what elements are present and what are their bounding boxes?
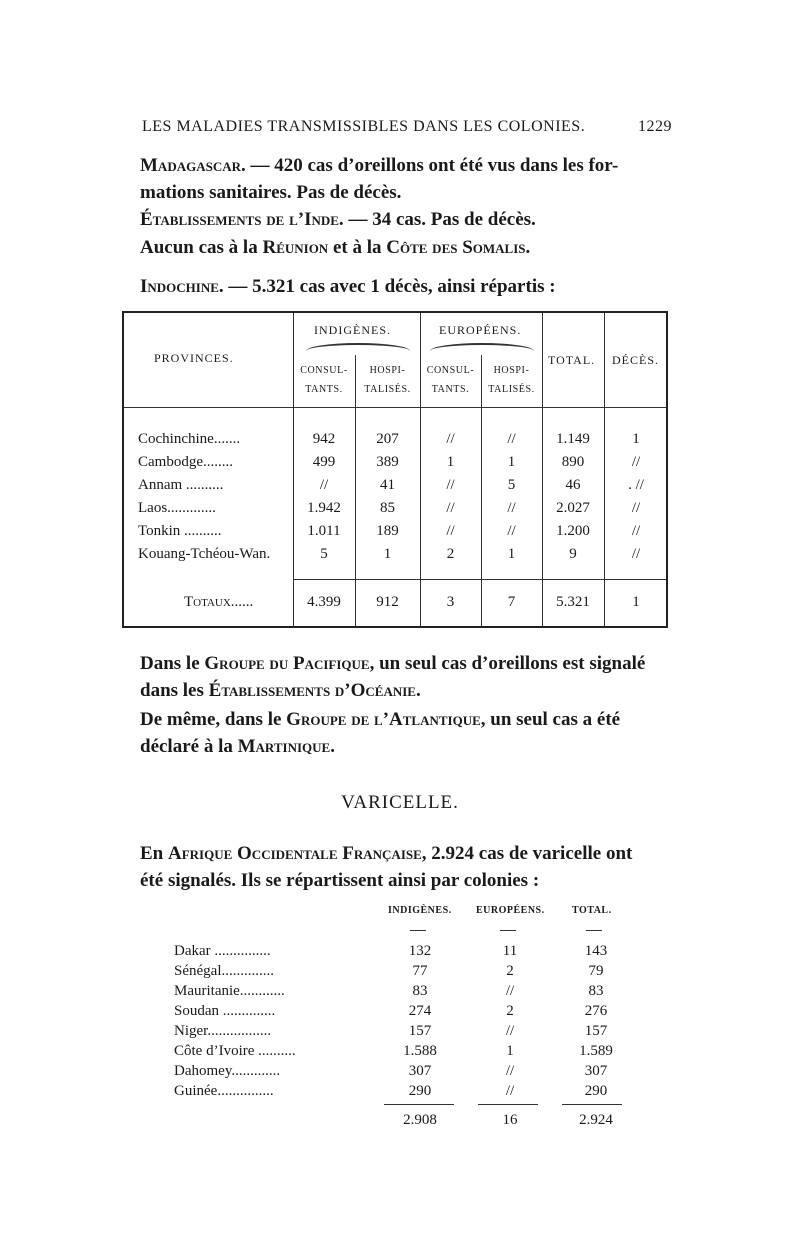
sum-rule xyxy=(384,1104,454,1105)
header-deces: DÉCÈS. xyxy=(612,353,660,367)
cell-indigenes: 307 xyxy=(408,1063,432,1079)
cell-total: 1.149 xyxy=(556,431,590,447)
cell-ind-consult: // xyxy=(319,477,329,493)
row-province: Annam .......... xyxy=(138,477,224,493)
row-colony: Mauritanie............ xyxy=(174,983,285,999)
section-title: VARICELLE. xyxy=(341,792,459,813)
cell-eur-consult: // xyxy=(446,500,455,516)
cell-europeens: 1 xyxy=(506,1043,514,1059)
aof-text-b: , 2.924 cas de varicelle ont xyxy=(421,843,633,864)
consult-label-1: CONSUL- xyxy=(426,365,475,376)
cell-total: 1.589 xyxy=(579,1043,613,1059)
totals-total: 2.924 xyxy=(579,1112,613,1128)
atlantique-text-b: , un seul cas a été xyxy=(480,709,621,730)
cell-indigenes: 83 xyxy=(412,983,428,999)
header-ind-hospit xyxy=(355,361,420,399)
header-ind-consult xyxy=(293,361,355,399)
cell-eur-consult: 1 xyxy=(446,454,455,470)
cell-deces: 1 xyxy=(632,431,640,447)
cell-ind-consult: 499 xyxy=(312,454,336,470)
reunion-text-a: Aucun cas à la xyxy=(140,237,263,258)
paragraph-inde xyxy=(140,206,673,233)
label-pacifique: Groupe du Pacifique xyxy=(204,653,370,674)
cell-eur-hospit: 5 xyxy=(507,477,516,493)
cell-europeens: // xyxy=(505,1083,515,1099)
cell-eur-hospit: 1 xyxy=(507,454,516,470)
martinique-text-a: déclaré à la xyxy=(140,736,238,757)
cell-deces: . // xyxy=(628,477,644,493)
cell-deces: // xyxy=(631,546,641,562)
consult-label-2: TANTS. xyxy=(431,384,470,395)
totals-indigenes: 2.908 xyxy=(403,1112,437,1128)
label-madagascar: Madagascar. xyxy=(140,155,246,176)
consult-label-1: CONSUL- xyxy=(300,365,348,376)
header-europeens: EUROPÉENS. xyxy=(476,905,545,916)
totals-eur-consult: 3 xyxy=(446,594,455,610)
cell-eur-hospit: 1 xyxy=(507,546,516,562)
cell-eur-hospit: // xyxy=(507,500,516,516)
paragraph-atlantique xyxy=(140,706,673,760)
label-aof: Afrique Occidentale Française xyxy=(168,843,422,864)
paragraph-madagascar xyxy=(140,152,673,206)
cell-ind-hospit: 1 xyxy=(383,546,392,562)
cell-eur-consult: 2 xyxy=(446,546,455,562)
reunion-text-c: . xyxy=(525,237,531,258)
label-reunion: Réunion xyxy=(262,237,329,258)
cell-total: 890 xyxy=(561,454,585,470)
cell-indigenes: 77 xyxy=(412,963,428,979)
pacifique-text-a: Dans le xyxy=(140,653,205,674)
row-province: Laos............. xyxy=(138,500,216,516)
label-atlantique: Groupe de l’Atlantique xyxy=(286,709,481,730)
cell-ind-consult: 5 xyxy=(320,546,328,562)
oceanie-text-a: dans les xyxy=(140,680,209,701)
cell-europeens: // xyxy=(505,1063,515,1079)
cell-total: 143 xyxy=(584,943,608,959)
row-colony: Guinée............... xyxy=(174,1083,274,1099)
cell-ind-hospit: 389 xyxy=(376,454,399,470)
paragraph-reunion xyxy=(140,234,673,261)
header-total: TOTAL. xyxy=(572,905,612,916)
madagascar-text: — 420 cas d’oreillons ont été vus dans les for- xyxy=(245,155,619,176)
cell-ind-hospit: 41 xyxy=(380,477,395,493)
cell-total: 157 xyxy=(584,1023,608,1039)
cell-europeens: 11 xyxy=(502,943,518,959)
label-oceanie: Établissements d’Océanie xyxy=(208,680,416,701)
sum-rule xyxy=(478,1104,538,1105)
row-colony: Dahomey............. xyxy=(174,1063,281,1079)
cell-total: 83 xyxy=(588,983,604,999)
cell-ind-hospit: 85 xyxy=(380,500,395,516)
aof-text-c: été signalés. Ils se répartissent ainsi par colonies : xyxy=(140,870,540,891)
cell-indigenes: 274 xyxy=(408,1003,432,1019)
header-rule xyxy=(124,407,666,408)
header-eur-hospit xyxy=(481,361,542,399)
cell-indigenes: 157 xyxy=(408,1023,432,1039)
row-colony: Côte d’Ivoire .......... xyxy=(174,1043,296,1059)
hospit-label-1: HOSPI- xyxy=(493,365,530,376)
row-colony: Niger................. xyxy=(174,1023,272,1039)
header-indigenes: INDIGÈNES. xyxy=(314,323,391,337)
paragraph-indochine xyxy=(140,273,673,300)
oceanie-text-b: . xyxy=(415,680,421,701)
cell-total: 1.200 xyxy=(556,523,590,539)
hospit-label-1: HOSPI- xyxy=(369,365,406,376)
row-colony: Soudan .............. xyxy=(174,1003,276,1019)
header-europeens: EUROPÉENS. xyxy=(439,323,522,337)
cell-europeens: // xyxy=(505,983,515,999)
indochine-table xyxy=(122,311,668,628)
cell-europeens: 2 xyxy=(506,963,514,979)
hospit-label-2: TALISÉS. xyxy=(364,384,411,395)
row-province: Tonkin .......... xyxy=(138,523,222,539)
row-province: Kouang-Tchéou-Wan. xyxy=(138,546,271,562)
hospit-label-2: TALISÉS. xyxy=(488,384,535,395)
label-somalis: Côte des Somalis xyxy=(386,237,526,258)
totals-eur-hospit: 7 xyxy=(507,594,516,610)
running-title: LES MALADIES TRANSMISSIBLES DANS LES COLONIES. xyxy=(142,118,586,135)
cell-ind-consult: 942 xyxy=(312,431,336,447)
inde-text: — 34 cas. Pas de décès. xyxy=(343,209,536,230)
sum-rule xyxy=(562,1104,622,1105)
brace-indigenes xyxy=(306,343,410,351)
running-header xyxy=(142,118,672,136)
cell-eur-consult: // xyxy=(446,431,455,447)
totals-ind-hospit: 912 xyxy=(376,594,399,610)
totals-ind-consult: 4.399 xyxy=(307,594,341,610)
header-total: TOTAL. xyxy=(548,353,596,367)
consult-label-2: TANTS. xyxy=(305,384,343,395)
madagascar-text-2: mations sanitaires. Pas de décès. xyxy=(140,182,402,203)
pacifique-text-b: , un seul cas d’oreillons est signalé xyxy=(369,653,646,674)
cell-indigenes: 1.588 xyxy=(403,1043,437,1059)
label-martinique: Martinique xyxy=(237,736,331,757)
totals-total: 5.321 xyxy=(556,594,590,610)
cell-ind-consult: 1.011 xyxy=(307,523,341,539)
cell-deces: // xyxy=(631,454,641,470)
cell-eur-consult: // xyxy=(446,523,455,539)
cell-eur-consult: // xyxy=(446,477,455,493)
cell-total: 276 xyxy=(584,1003,608,1019)
totals-label: Totaux...... xyxy=(184,594,254,610)
cell-total: 46 xyxy=(565,477,581,493)
reunion-text-b: et à la xyxy=(328,237,387,258)
atlantique-text-a: De même, dans le xyxy=(140,709,287,730)
totals-rule xyxy=(293,579,666,580)
cell-indigenes: 290 xyxy=(408,1083,432,1099)
totals-deces: 1 xyxy=(632,594,640,610)
cell-total: 9 xyxy=(569,546,577,562)
cell-europeens: 2 xyxy=(506,1003,514,1019)
paragraph-aof xyxy=(140,840,673,894)
cell-ind-consult: 1.942 xyxy=(307,500,341,516)
cell-total: 290 xyxy=(584,1083,608,1099)
cell-total: 79 xyxy=(588,963,604,979)
aof-text-a: En xyxy=(140,843,168,864)
cell-europeens: // xyxy=(505,1023,515,1039)
cell-total: 307 xyxy=(584,1063,608,1079)
paragraph-pacifique xyxy=(140,650,673,704)
page-number: 1229 xyxy=(638,118,672,135)
cell-total: 2.027 xyxy=(556,500,590,516)
cell-indigenes: 132 xyxy=(408,943,432,959)
header-dash xyxy=(410,930,426,931)
brace-europeens xyxy=(430,343,534,351)
cell-eur-hospit: // xyxy=(507,431,516,447)
label-inde: Établissements de l’Inde. xyxy=(140,209,344,230)
cell-ind-hospit: 207 xyxy=(376,431,399,447)
row-colony: Sénégal.............. xyxy=(174,963,274,979)
row-province: Cambodge........ xyxy=(138,454,233,470)
header-indigenes: INDIGÈNES. xyxy=(388,905,452,916)
cell-deces: // xyxy=(631,500,641,516)
martinique-text-b: . xyxy=(330,736,335,757)
header-eur-consult xyxy=(420,361,481,399)
header-provinces: PROVINCES. xyxy=(154,351,234,365)
header-dash xyxy=(586,930,602,931)
cell-eur-hospit: // xyxy=(507,523,516,539)
cell-ind-hospit: 189 xyxy=(376,523,399,539)
row-colony: Dakar ............... xyxy=(174,943,271,959)
totals-europeens: 16 xyxy=(502,1112,518,1128)
indochine-text: — 5.321 cas avec 1 décès, ainsi répartis : xyxy=(223,276,556,297)
row-province: Cochinchine....... xyxy=(138,431,241,447)
header-dash xyxy=(500,930,516,931)
cell-deces: // xyxy=(631,523,641,539)
label-indochine: Indochine. xyxy=(140,276,224,297)
